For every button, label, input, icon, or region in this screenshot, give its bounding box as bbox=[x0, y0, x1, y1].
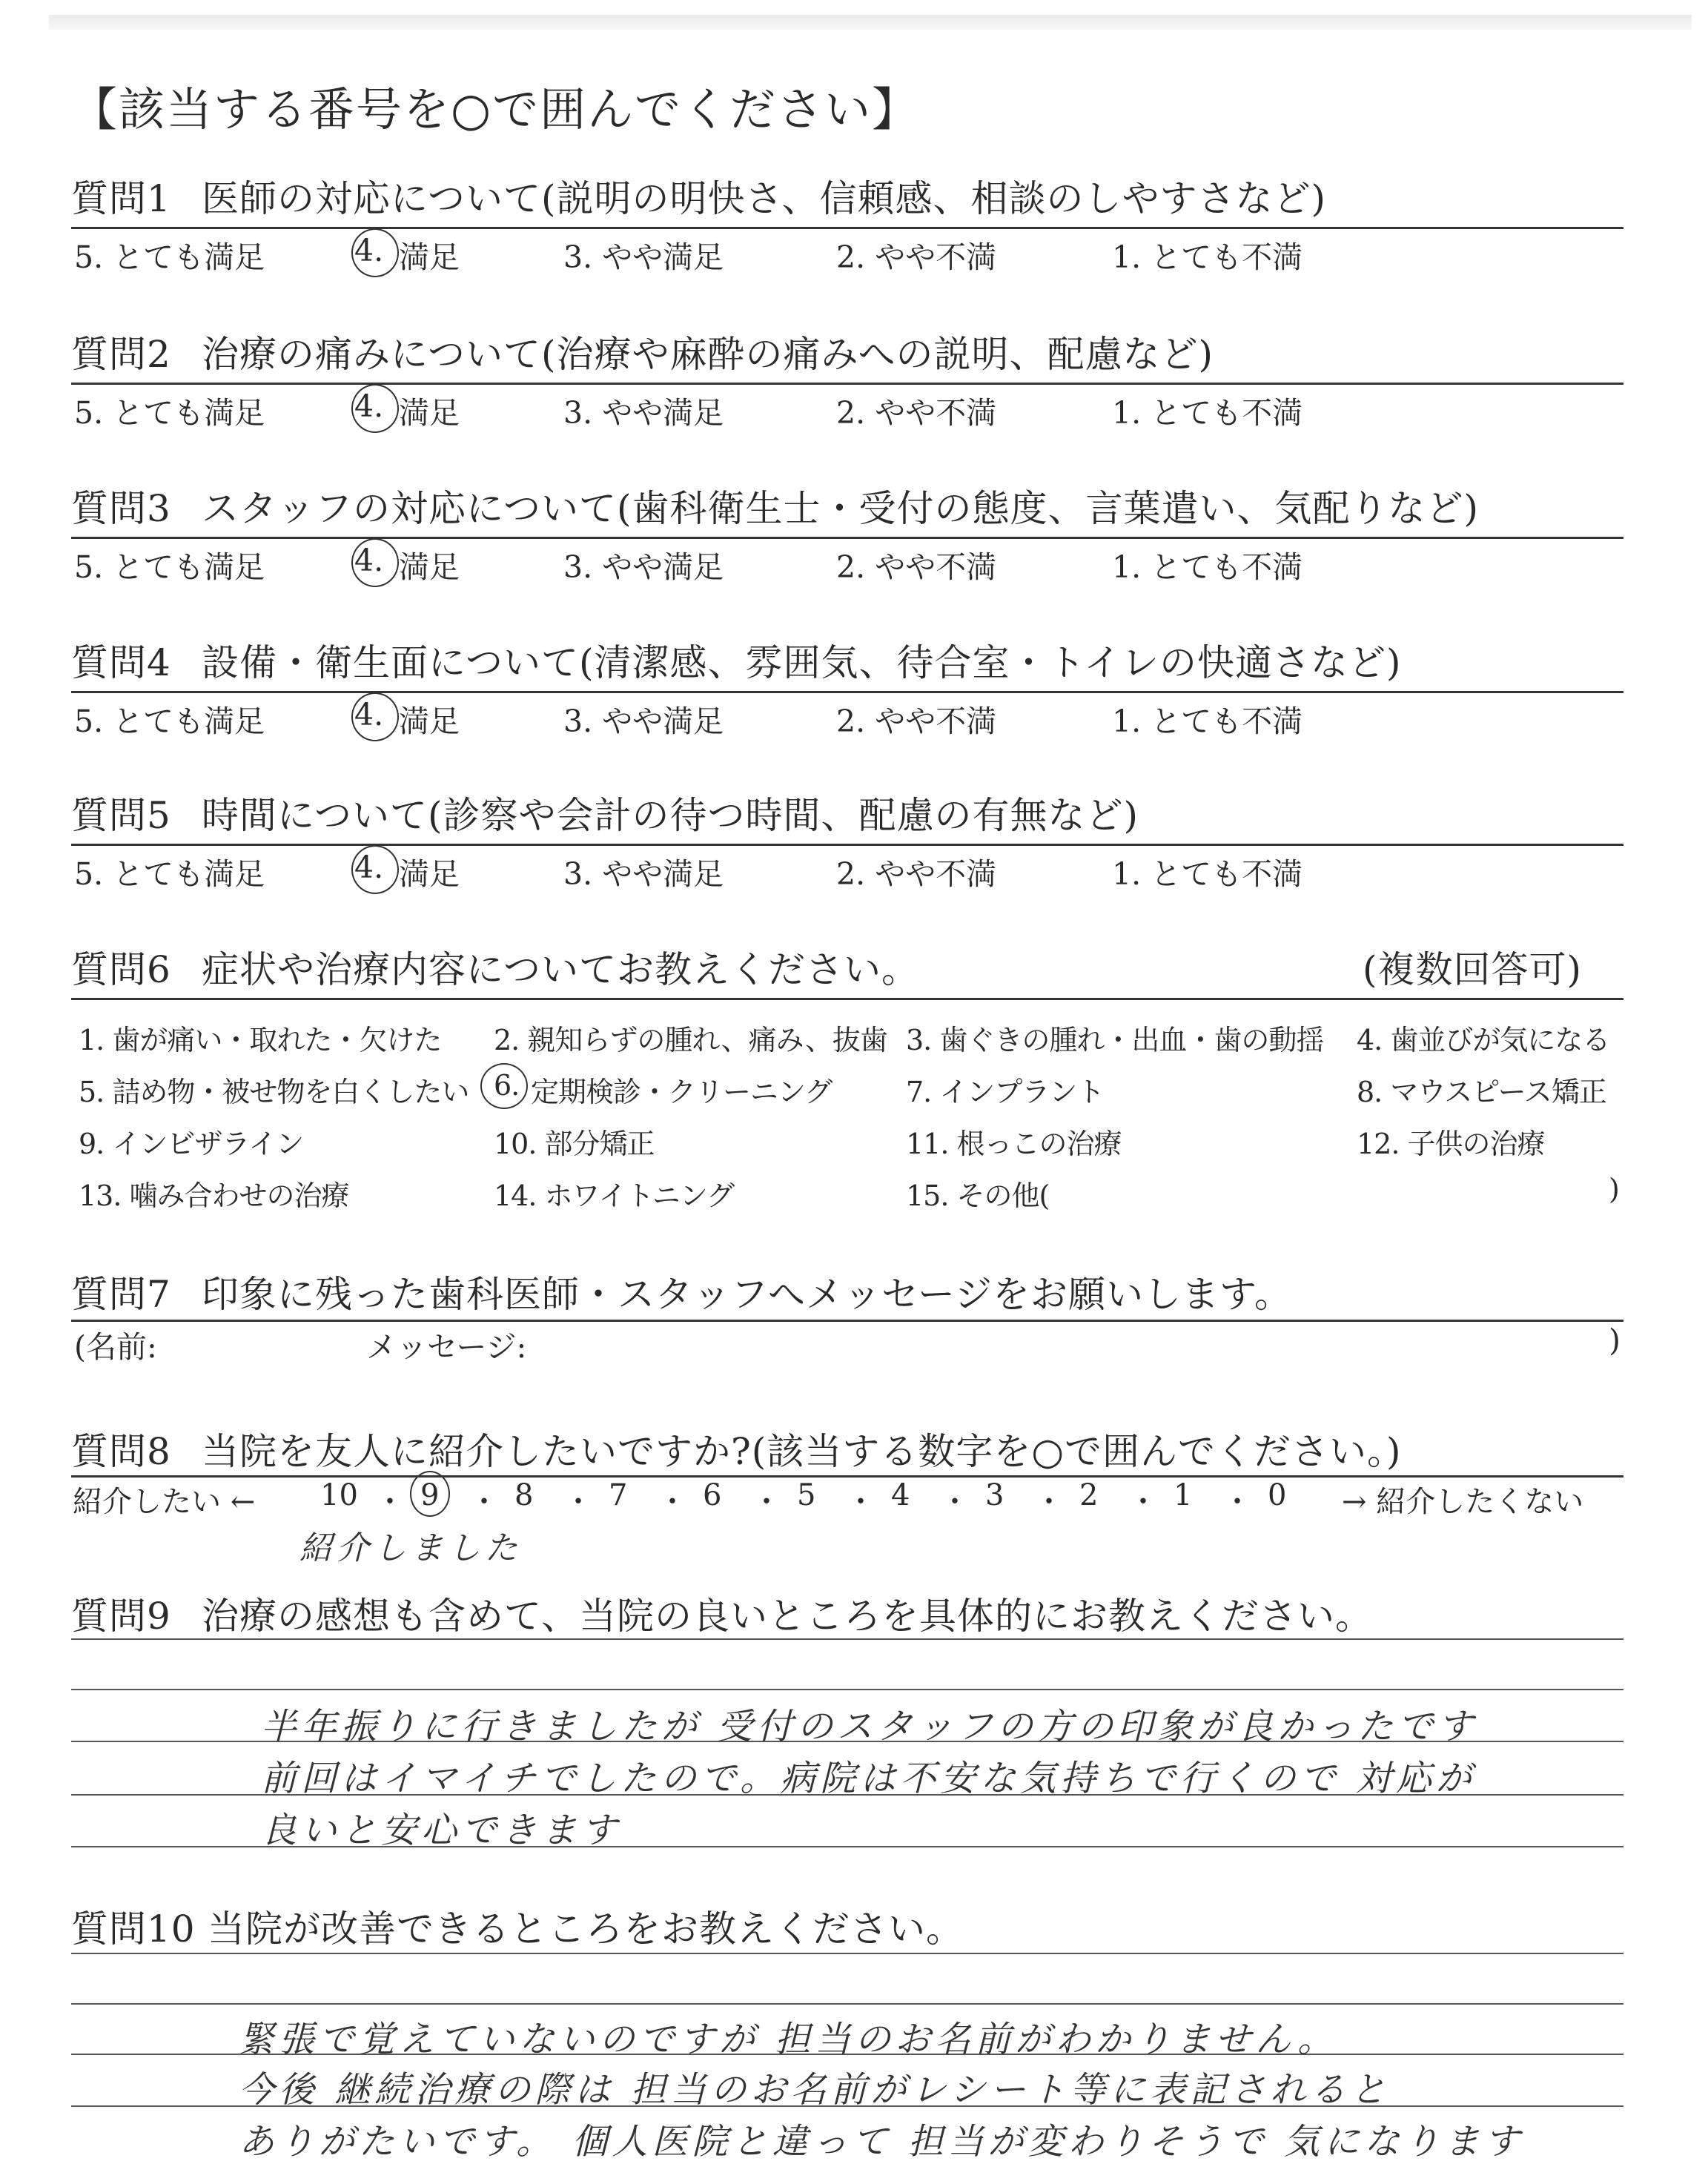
q7-rule bbox=[71, 1320, 1623, 1322]
q5-option-very-satisfied[interactable]: 5. とても満足 bbox=[74, 856, 265, 892]
q2-selected-circle bbox=[351, 384, 399, 433]
q10-answer-line-3: ありがたいです。 個人医院と違って 担当が変わりそうで 気になります bbox=[239, 2121, 1524, 2163]
scale-value-5[interactable]: 5 bbox=[797, 1478, 816, 1512]
q1-option-somewhat-satisfied[interactable]: 3. やや満足 bbox=[563, 239, 724, 275]
q7-close: ) bbox=[1609, 1323, 1621, 1358]
q6-item-6-label[interactable]: 定期検診・クリーニング bbox=[531, 1076, 833, 1108]
q1-option-somewhat-dissatisfied[interactable]: 2. やや不満 bbox=[836, 239, 997, 275]
q3-option-somewhat-dissatisfied[interactable]: 2. やや不満 bbox=[836, 549, 997, 585]
q5-option-very-dissatisfied[interactable]: 1. とても不満 bbox=[1112, 856, 1303, 892]
q3-text: スタッフの対応について(歯科衛生士・受付の態度、言葉遣い、気配りなど) bbox=[202, 487, 1480, 530]
scale-separator: ・ bbox=[563, 1485, 593, 1519]
q3-option-somewhat-satisfied[interactable]: 3. やや満足 bbox=[563, 549, 724, 585]
q5-option-somewhat-dissatisfied[interactable]: 2. やや不満 bbox=[836, 856, 997, 892]
q10-line-2 bbox=[71, 2003, 1623, 2005]
q6-rule bbox=[71, 998, 1623, 1000]
q5-label: 質問5 bbox=[71, 794, 171, 837]
q5-rule bbox=[71, 844, 1623, 846]
q2-option-very-dissatisfied[interactable]: 1. とても不満 bbox=[1112, 395, 1303, 431]
q9-line-1 bbox=[71, 1638, 1623, 1640]
q7-message-label[interactable]: メッセージ: bbox=[366, 1329, 527, 1365]
q3-label: 質問3 bbox=[71, 487, 171, 530]
q5-option-satisfied-number[interactable]: 4. bbox=[354, 850, 384, 885]
q6-label: 質問6 bbox=[71, 948, 171, 991]
scale-value-3[interactable]: 3 bbox=[985, 1478, 1004, 1512]
q1-option-very-satisfied[interactable]: 5. とても満足 bbox=[74, 239, 265, 275]
q1-option-satisfied-label[interactable]: 満足 bbox=[399, 239, 460, 275]
q8-left-label: 紹介したい ← bbox=[73, 1485, 256, 1519]
q6-item-1[interactable]: 1. 歯が痛い・取れた・欠けた bbox=[79, 1024, 442, 1056]
q1-label: 質問1 bbox=[71, 177, 171, 220]
q4-label: 質問4 bbox=[71, 641, 171, 684]
q2-label: 質問2 bbox=[71, 333, 171, 376]
q5-selected-circle bbox=[351, 845, 399, 894]
scale-value-7[interactable]: 7 bbox=[609, 1478, 628, 1512]
q3-option-very-satisfied[interactable]: 5. とても満足 bbox=[74, 549, 265, 585]
q10-answer-line-2: 今後 継続治療の際は 担当のお名前がレシート等に表記されると bbox=[239, 2069, 1391, 2111]
q8-selected-circle bbox=[410, 1471, 450, 1517]
scale-value-6[interactable]: 6 bbox=[703, 1478, 722, 1512]
q6-item-5[interactable]: 5. 詰め物・被せ物を白くしたい bbox=[79, 1076, 469, 1108]
q2-option-satisfied-label[interactable]: 満足 bbox=[399, 395, 460, 431]
q2-option-somewhat-satisfied[interactable]: 3. やや満足 bbox=[563, 395, 724, 431]
q1-option-satisfied-number[interactable]: 4. bbox=[354, 233, 384, 268]
q9-answer-line-2: 前回はイマイチでしたので。病院は不安な気持ちで行くので 対応が bbox=[261, 1758, 1476, 1799]
q2-option-somewhat-dissatisfied[interactable]: 2. やや不満 bbox=[836, 395, 997, 431]
q2-text: 治療の痛みについて(治療や麻酔の痛みへの説明、配慮など) bbox=[202, 333, 1214, 376]
q8-label: 質問8 bbox=[71, 1430, 171, 1473]
q6-item-3[interactable]: 3. 歯ぐきの腫れ・出血・歯の動揺 bbox=[906, 1024, 1324, 1056]
q6-item-11[interactable]: 11. 根っこの治療 bbox=[906, 1128, 1122, 1160]
q7-name-label[interactable]: (名前: bbox=[74, 1329, 157, 1365]
q4-option-somewhat-dissatisfied[interactable]: 2. やや不満 bbox=[836, 704, 997, 739]
scale-value-2[interactable]: 2 bbox=[1079, 1478, 1099, 1512]
q10-label: 質問10 bbox=[71, 1907, 196, 1950]
q5-option-somewhat-satisfied[interactable]: 3. やや満足 bbox=[563, 856, 724, 892]
q2-option-very-satisfied[interactable]: 5. とても満足 bbox=[74, 395, 265, 431]
scale-separator: ・ bbox=[469, 1485, 499, 1519]
q6-item-7[interactable]: 7. インプラント bbox=[906, 1076, 1105, 1108]
q6-item-15[interactable]: 15. その他( bbox=[906, 1179, 1050, 1212]
q10-line-1 bbox=[71, 1953, 1623, 1954]
q6-text: 症状や治療内容についてお教えください。 bbox=[202, 948, 919, 991]
q10-answer-line-1: 緊張で覚えていないのですが 担当のお名前がわかりません。 bbox=[239, 2019, 1338, 2060]
q1-rule bbox=[71, 227, 1623, 229]
q9-line-2 bbox=[71, 1689, 1623, 1690]
q3-rule bbox=[71, 537, 1623, 539]
q5-option-satisfied-label[interactable]: 満足 bbox=[399, 856, 460, 892]
q7-text: 印象に残った歯科医師・スタッフへメッセージをお願いします。 bbox=[202, 1273, 1292, 1316]
q6-item-8[interactable]: 8. マウスピース矯正 bbox=[1357, 1076, 1606, 1108]
q6-item-6-number[interactable]: 6. bbox=[494, 1069, 520, 1102]
q2-rule bbox=[71, 383, 1623, 385]
q6-note: (複数回答可) bbox=[1363, 948, 1583, 991]
q9-label: 質問9 bbox=[71, 1595, 171, 1638]
scale-value-1[interactable]: 1 bbox=[1174, 1478, 1193, 1512]
scale-value-0[interactable]: 0 bbox=[1268, 1478, 1287, 1512]
q8-right-label: → 紹介したくない bbox=[1342, 1485, 1584, 1519]
scale-value-4[interactable]: 4 bbox=[891, 1478, 910, 1512]
q8-text: 当院を友人に紹介したいですか?(該当する数字を○で囲んでください。) bbox=[202, 1430, 1402, 1473]
q1-text: 医師の対応について(説明の明快さ、信頼感、相談のしやすさなど) bbox=[202, 177, 1327, 220]
q4-selected-circle bbox=[351, 692, 399, 741]
q8-rule bbox=[71, 1475, 1623, 1478]
scale-value-10[interactable]: 10 bbox=[320, 1478, 358, 1512]
q6-item-9[interactable]: 9. インビザライン bbox=[79, 1128, 304, 1160]
q6-item-4[interactable]: 4. 歯並びが気になる bbox=[1357, 1024, 1610, 1056]
q4-option-satisfied-label[interactable]: 満足 bbox=[399, 704, 460, 739]
q4-option-very-satisfied[interactable]: 5. とても満足 bbox=[74, 704, 265, 739]
q9-answer-line-1: 半年振りに行きましたが 受付のスタッフの方の印象が良かったです bbox=[261, 1706, 1478, 1747]
q6-item-13[interactable]: 13. 噛み合わせの治療 bbox=[79, 1179, 349, 1212]
q7-label: 質問7 bbox=[71, 1273, 171, 1316]
q5-text: 時間について(診察や会計の待つ時間、配慮の有無など) bbox=[202, 794, 1139, 837]
q4-rule bbox=[71, 691, 1623, 693]
q3-option-very-dissatisfied[interactable]: 1. とても不満 bbox=[1112, 549, 1303, 585]
q6-item-14[interactable]: 14. ホワイトニング bbox=[494, 1179, 735, 1212]
q4-option-somewhat-satisfied[interactable]: 3. やや満足 bbox=[563, 704, 724, 739]
scale-separator: ・ bbox=[1034, 1485, 1064, 1519]
scale-separator: ・ bbox=[940, 1485, 970, 1519]
scan-top-edge bbox=[49, 15, 1692, 30]
q10-text: 当院が改善できるところをお教えください。 bbox=[208, 1907, 964, 1950]
q1-option-very-dissatisfied[interactable]: 1. とても不満 bbox=[1112, 239, 1303, 275]
q6-other-close: ) bbox=[1609, 1173, 1619, 1205]
scale-separator: ・ bbox=[375, 1485, 405, 1519]
scale-separator: ・ bbox=[752, 1485, 781, 1519]
scale-separator: ・ bbox=[1222, 1485, 1252, 1519]
q6-item-12[interactable]: 12. 子供の治療 bbox=[1357, 1128, 1545, 1160]
scale-separator: ・ bbox=[658, 1485, 687, 1519]
q4-text: 設備・衛生面について(清潔感、雰囲気、待合室・トイレの快適さなど) bbox=[202, 641, 1402, 684]
q3-option-satisfied-label[interactable]: 満足 bbox=[399, 549, 460, 585]
scale-value-9[interactable]: 9 bbox=[420, 1478, 440, 1512]
page-title: 【該当する番号を○で囲んでください】 bbox=[71, 82, 920, 136]
scale-value-8[interactable]: 8 bbox=[514, 1478, 534, 1512]
q9-answer-line-3: 良いと安心できます bbox=[261, 1810, 622, 1851]
q3-selected-circle bbox=[351, 538, 399, 587]
q6-item-2[interactable]: 2. 親知らずの腫れ、痛み、抜歯 bbox=[494, 1024, 887, 1056]
q3-option-satisfied-number[interactable]: 4. bbox=[354, 543, 384, 578]
q4-option-very-dissatisfied[interactable]: 1. とても不満 bbox=[1112, 704, 1303, 739]
q9-text: 治療の感想も含めて、当院の良いところを具体的にお教えください。 bbox=[202, 1595, 1373, 1638]
scale-separator: ・ bbox=[846, 1485, 875, 1519]
q4-option-satisfied-number[interactable]: 4. bbox=[354, 697, 384, 732]
q1-selected-circle bbox=[351, 228, 399, 277]
q8-handwritten-note: 紹介しました bbox=[299, 1529, 522, 1567]
q6-item-10[interactable]: 10. 部分矯正 bbox=[494, 1128, 655, 1160]
q2-option-satisfied-number[interactable]: 4. bbox=[354, 388, 384, 424]
scale-separator: ・ bbox=[1128, 1485, 1158, 1519]
q6-selected-circle bbox=[480, 1063, 528, 1109]
